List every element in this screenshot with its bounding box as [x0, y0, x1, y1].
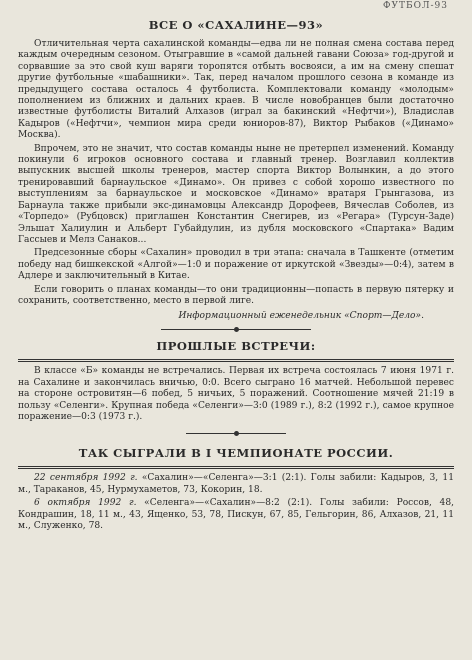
divider-dot-2: [234, 431, 239, 436]
source-credit: Информационный еженедельник «Спорт—Дело».: [178, 311, 424, 322]
match-1-date: 22 сентября 1992 г.: [34, 473, 138, 484]
running-head: ФУТБОЛ-93: [383, 1, 448, 11]
ornament-divider-2: [186, 433, 286, 434]
match-2: [18, 498, 454, 532]
past-meetings-text: В классе «Б» команды не встречались. Первая их встреча состоялась 7 июня 1971 г. на Сахалине и закончилась вничью, 0:0. Всего сыграно 16 матчей. Небольшой перевес на стороне островитян—6 побед, 5 ничьих, 5 поражений. Соотношение мячей 21:19 в пользу «Селенги». Крупная победа «Селенги»—3:0 (1989 г.), 8:2 (1992 г.), самое крупное поражение—0:3 (1973 г.).: [18, 366, 454, 422]
section-about-sakhalin: [18, 18, 454, 321]
paragraph-1: Отличительная черта сахалинской команды—едва ли не полная смена состава перед каждым очередным сезоном. Отыгравшие в «самой дальней гавани Союза» год-другой и сорвавшие за это свой куш варяги торопятся отбыть восвояси, а им на смену спешат другие футбольные «шабашники». Так, перед началом прошлого сезона в команде из предыдущего состава осталось 4 футболиста. Комплектовали команду «молодым» пополнением из ближних и дальних краев. В числе новобранцев были достаточно известные футболисты Виталий Алхазов (играл за бакинский «Нефтчи»), Владислав Кадыров («Нефтчи», чемпион мира среди юниоров-87), Виктор Рыбаков («Динамо» Москва).: [18, 39, 454, 141]
match-1: [18, 473, 454, 496]
double-rule: [18, 359, 454, 362]
section-title-championship: ТАК СЫГРАЛИ В I ЧЕМПИОНАТЕ РОССИИ.: [78, 446, 394, 461]
section-title-past: ПРОШЛЫЕ ВСТРЕЧИ:: [156, 339, 316, 354]
match-1-text: «Сахалин»—«Селенга»—3:1 (2:1). Голы забили: Кадыров, 3, 11 м., Тараканов, 45, Нурмухаметов, 73, Кокорин, 18.: [18, 473, 454, 495]
paragraph-3: Предсезонные сборы «Сахалин» проводил в три этапа: сначала в Ташкенте (отметим победу над бишкекской «Алгой»—1:0 и поражение от иркутской «Звезды»—0:4), затем в Адлере и заключительный в Китае.: [18, 248, 454, 282]
section-championship: [18, 446, 454, 532]
match-2-text: «Селенга»—«Сахалин»—8:2 (2:1). Голы забили: Россов, 48, Кондрашин, 18, 11 м., 43, Ященко, 53, 78, Пискун, 67, 85, Гельгорин, 86, Алхазов, 21, 11 м., Служенко, 78.: [18, 498, 454, 531]
section-past-meetings: [18, 339, 454, 423]
ornament-divider: [161, 329, 311, 330]
match-2-date: 6 октября 1992 г.: [34, 498, 137, 509]
paragraph-4: Если говорить о планах команды—то они традиционны—попасть в первую пятерку и сохранить, соответственно, место в первой лиге.: [18, 284, 454, 306]
double-rule-2: [18, 466, 454, 469]
paragraph-2: Впрочем, это не значит, что состав команды ныне не претерпел изменений. Команду покинули 6 игроков основного состава и главный тренер. Возглавил коллектив выпускник высшей школы тренеров, мастер спорта Виктор Волынкин, а до этого тренировавший барнаульское «Динамо». Он привез с собой хорошо известного по выступлениям за барнаульское и московское «Динамо» вратаря Грынгазова, из Барнаула также прибыли экс-динамовцы Александр Дорофеев, Вячеслав Соболев, из «Торпедо» (Рубцовск) приглашен Константин Снегирев, из «Регара» (Турсун-Заде) Эльшат Халиулин и Альберт Губайдулин, из дубля московского «Спартака» Вадим Гассыев и Мелз Санаков...: [18, 143, 454, 245]
section-title-about: ВСЕ О «САХАЛИНЕ—93»: [148, 18, 324, 32]
divider-dot: [234, 327, 239, 332]
